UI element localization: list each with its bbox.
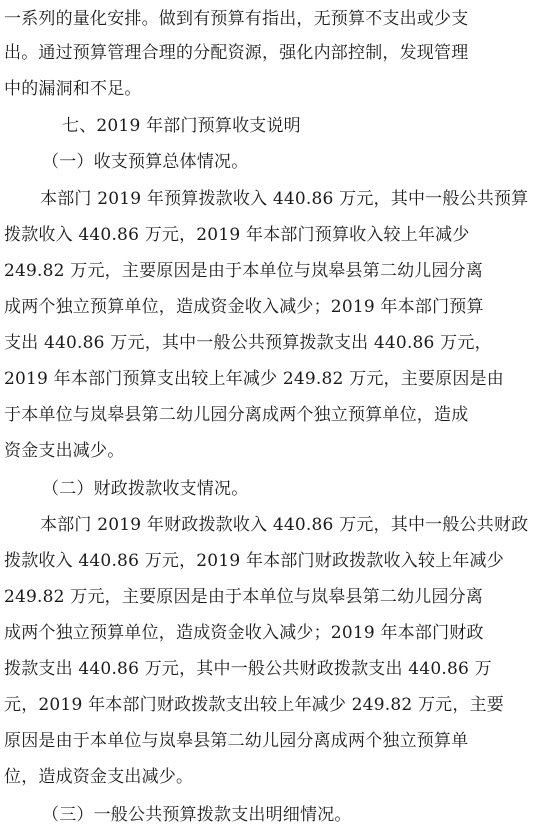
sub2-line-2: 拨款收入 440.86 万元，2019 年本部门财政拨款收入较上年减少 [4,551,504,571]
subsection-1-heading: （一）收支预算总体情况。 [42,152,249,172]
sub1-line-5: 支出 440.86 万元，其中一般公共预算拨款支出 440.86 万元， [4,333,492,353]
sub1-line-6: 2019 年本部门预算支出较上年减少 249.82 万元，主要原因是由 [4,369,504,389]
intro-line-3: 中的漏洞和不足。 [4,79,142,99]
sub1-line-2: 拨款收入 440.86 万元，2019 年本部门预算收入较上年减少 [4,225,470,245]
sub2-line-8: 位，造成资金支出减少。 [4,767,194,787]
sub1-line-4: 成两个独立预算单位，造成资金收入减少；2019 年本部门预算 [4,297,484,317]
sub1-line-7: 于本单位与岚皋县第二幼儿园分离成两个独立预算单位，造成 [4,405,469,425]
sub2-line-1: 本部门 2019 年财政拨款收入 440.86 万元，其中一般公共财政 [40,515,529,535]
intro-line-1: 一系列的量化安排。做到有预算有指出，无预算不支出或少支 [4,9,469,29]
sub1-line-8: 资金支出减少。 [4,441,125,461]
sub2-line-5: 拨款支出 440.86 万元，其中一般公共财政拨款支出 440.86 万 [4,659,492,679]
sub1-line-1: 本部门 2019 年预算拨款收入 440.86 万元，其中一般公共预算 [40,189,529,209]
intro-line-2: 出。通过预算管理合理的分配资源，强化内部控制，发现管理 [4,43,469,63]
section-heading: 七、2019 年部门预算收支说明 [62,116,301,136]
sub2-line-4: 成两个独立预算单位，造成资金收入减少；2019 年本部门财政 [4,623,484,643]
sub1-line-3: 249.82 万元，主要原因是由于本单位与岚皋县第二幼儿园分离 [4,261,484,281]
subsection-3-heading: （三）一般公共预算拨款支出明细情况。 [42,805,352,825]
subsection-2-heading: （二）财政拨款收支情况。 [42,479,249,499]
sub2-line-6: 元，2019 年本部门财政拨款支出较上年减少 249.82 万元，主要 [4,695,504,715]
sub2-line-3: 249.82 万元，主要原因是由于本单位与岚皋县第二幼儿园分离 [4,587,484,607]
sub2-line-7: 原因是由于本单位与岚皋县第二幼儿园分离成两个独立预算单 [4,731,469,751]
